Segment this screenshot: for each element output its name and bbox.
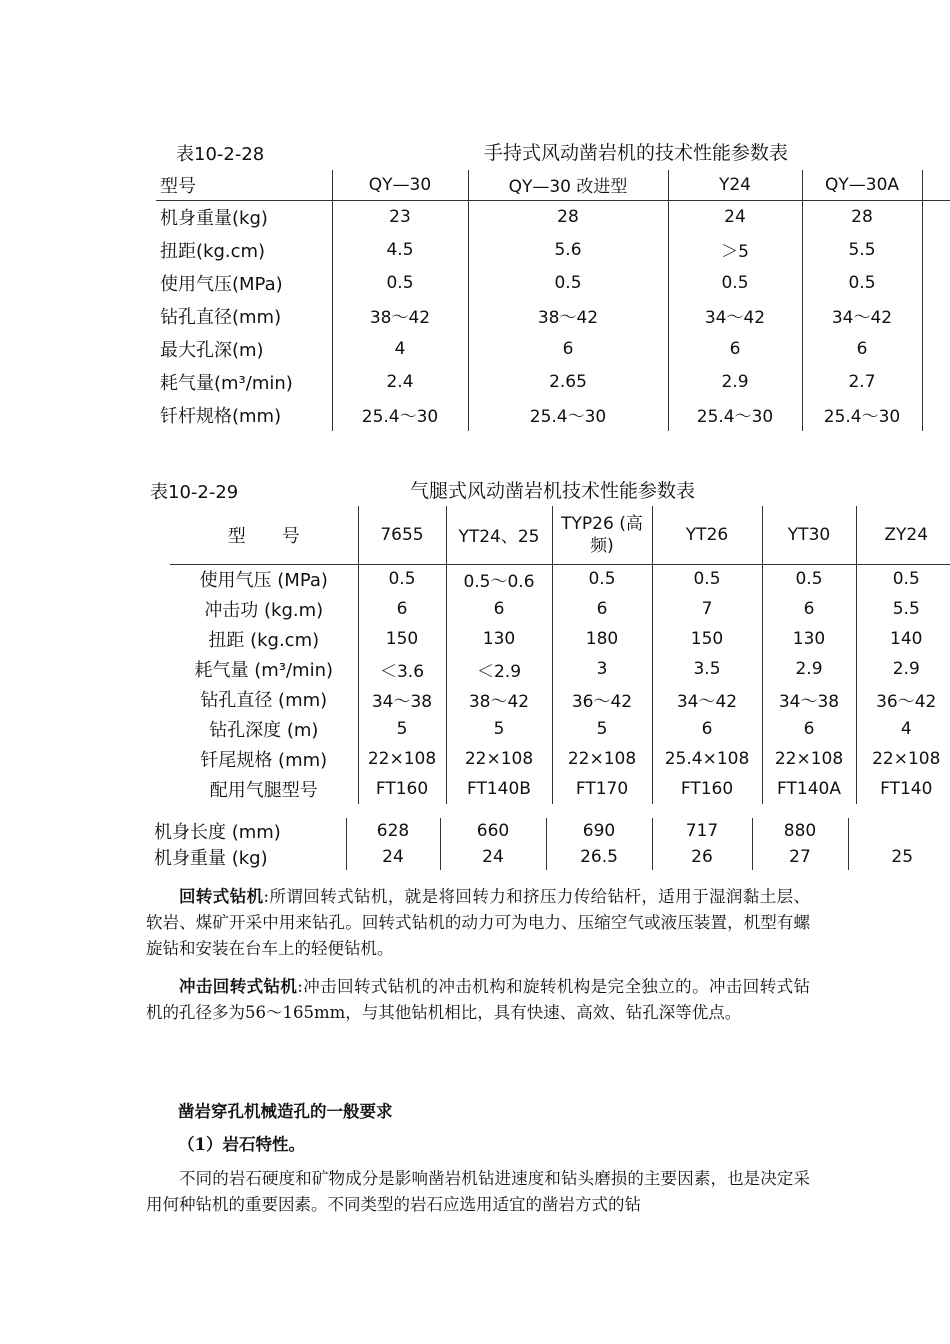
- table-row: [156, 332, 950, 365]
- table-cell: 22×108: [358, 744, 446, 774]
- header-cell: ZY24: [856, 506, 950, 564]
- table-cell: 38～42: [468, 299, 668, 332]
- table-row: [170, 714, 950, 744]
- table-row: [156, 398, 950, 431]
- table-cell: 0.5: [802, 266, 922, 299]
- table-cell: 5: [552, 714, 652, 744]
- table-cell: 180: [552, 624, 652, 654]
- table-cell: 23: [332, 200, 468, 233]
- cut-off-cell: [922, 233, 950, 266]
- table-cell: 27: [752, 844, 848, 870]
- table-cell: 24: [668, 200, 802, 233]
- table-cell: 22×108: [552, 744, 652, 774]
- table-cell: 6: [668, 332, 802, 365]
- table-cell: 2.9: [856, 654, 950, 684]
- table-cell: 690: [546, 818, 652, 844]
- table-cell: 26.5: [546, 844, 652, 870]
- table-cell: 3: [552, 654, 652, 684]
- table-cell: 6: [446, 594, 552, 624]
- row-label-cell: 机身重量 (kg): [154, 848, 268, 869]
- row-label-cell: 耗气量(m³/min): [160, 372, 293, 394]
- cut-off-cell: [922, 332, 950, 365]
- table-cell: 140: [856, 624, 950, 654]
- cut-off-cell: [922, 200, 950, 233]
- table-cell: 5.6: [468, 233, 668, 266]
- table-cell: FT160: [652, 774, 762, 804]
- table-row: [156, 233, 950, 266]
- header-cell: QY—30: [332, 170, 468, 200]
- row-label-cell: 钎尾规格 (mm): [200, 750, 328, 771]
- table-cell: 28: [802, 200, 922, 233]
- table-cell: 22×108: [762, 744, 856, 774]
- row-label-cell: 耗气量 (m³/min): [194, 660, 334, 681]
- table-row: [156, 266, 950, 299]
- table1: [156, 170, 950, 431]
- table-cell: 880: [752, 818, 848, 844]
- table-cell: FT160: [358, 774, 446, 804]
- table-header-row: [170, 506, 950, 564]
- cut-off-cell: [922, 299, 950, 332]
- table3: [150, 818, 950, 870]
- header-cell: 7655: [358, 506, 446, 564]
- table-cell: 6: [358, 594, 446, 624]
- header-cell: YT26: [652, 506, 762, 564]
- table-cell: 7: [652, 594, 762, 624]
- table-cell: 6: [762, 594, 856, 624]
- row-label-cell: 钎杆规格(mm): [160, 405, 282, 427]
- table-cell: 6: [552, 594, 652, 624]
- table-cell: 3.5: [652, 654, 762, 684]
- paragraph-impact: [146, 974, 810, 1026]
- row-label-cell: 配用气腿型号: [209, 780, 318, 801]
- table-cell: 0.5: [468, 266, 668, 299]
- table-row: [156, 200, 950, 233]
- table-cell: FT140A: [762, 774, 856, 804]
- table-row: [156, 365, 950, 398]
- table-cell: 4: [332, 332, 468, 365]
- table-cell: 38～42: [332, 299, 468, 332]
- table2-caption: 表10-2-29: [150, 482, 239, 503]
- table-cell: [848, 818, 950, 844]
- table2: [170, 506, 950, 804]
- table-cell: 25.4～30: [802, 398, 922, 431]
- table-cell: 2.9: [668, 365, 802, 398]
- table-cell: FT170: [552, 774, 652, 804]
- table-cell: 36～42: [552, 684, 652, 714]
- table-cell: 22×108: [446, 744, 552, 774]
- table-cell: FT140: [856, 774, 950, 804]
- cut-off-cell: [922, 365, 950, 398]
- sub-heading: （1）岩石特性。: [178, 1135, 305, 1154]
- table-row: [170, 774, 950, 804]
- table1-caption: 表10-2-28: [176, 144, 265, 165]
- cut-off-cell: [922, 266, 950, 299]
- header-label-cell: 型 号: [170, 506, 358, 564]
- table-cell: 5.5: [856, 594, 950, 624]
- table-cell: 25: [848, 844, 950, 870]
- table-cell: 0.5: [332, 266, 468, 299]
- row-label-cell: 钻孔深度 (m): [209, 720, 319, 741]
- table-cell: 5.5: [802, 233, 922, 266]
- table-cell: 24: [346, 844, 440, 870]
- header-cell: TYP26 (高频): [552, 506, 652, 564]
- header-cell: Y24: [668, 170, 802, 200]
- table-cell: 2.9: [762, 654, 856, 684]
- impact-term: 冲击回转式钻机: [179, 977, 298, 996]
- table-row: [170, 594, 950, 624]
- table-cell: 25.4～30: [668, 398, 802, 431]
- row-label-cell: 钻孔直径(mm): [160, 306, 282, 328]
- row-label-cell: 钻孔直径 (mm): [200, 690, 328, 711]
- row-label-cell: 机身长度 (mm): [154, 822, 281, 843]
- table-cell: 34～38: [358, 684, 446, 714]
- table-cell: 0.5: [856, 564, 950, 594]
- row-label-cell: 扭距(kg.cm): [160, 240, 266, 262]
- table-cell: 6: [652, 714, 762, 744]
- table-cell: 25.4×108: [652, 744, 762, 774]
- table1-title: 手持式风动凿岩机的技术性能参数表: [484, 142, 789, 164]
- table-cell: 130: [762, 624, 856, 654]
- table-cell: 717: [652, 818, 752, 844]
- table-cell: 2.7: [802, 365, 922, 398]
- table-header-row: [156, 170, 950, 200]
- table-row: [150, 844, 950, 870]
- header-cell: QY—30A: [802, 170, 922, 200]
- row-label-cell: 扭距 (kg.cm): [208, 630, 320, 651]
- impact-text: :冲击回转式钻机的冲击机构和旋转机构是完全独立的。冲击回转式钻机的孔径多为56～165mm，与其他钻机相比，具有快速、高效、钻孔深等优点。: [146, 977, 810, 1022]
- table-cell: 25.4～30: [468, 398, 668, 431]
- table-cell: 0.5: [668, 266, 802, 299]
- header-cell: YT24、25: [446, 506, 552, 564]
- table-row: [170, 624, 950, 654]
- header-cell: QY—30 改进型: [468, 170, 668, 200]
- table-row: [170, 654, 950, 684]
- table-cell: 0.5: [762, 564, 856, 594]
- row-label-cell: 使用气压(MPa): [160, 273, 283, 295]
- table-row: [150, 818, 950, 844]
- table-cell: 6: [468, 332, 668, 365]
- table-cell: 2.65: [468, 365, 668, 398]
- paragraph-rotary: [146, 884, 810, 962]
- table-cell: 0.5～0.6: [446, 564, 552, 594]
- table-cell: 5: [446, 714, 552, 744]
- table-cell: 24: [440, 844, 546, 870]
- cut-off-cell: [922, 398, 950, 431]
- table-cell: 38～42: [446, 684, 552, 714]
- table-cell: 22×108: [856, 744, 950, 774]
- header-cell: YT30: [762, 506, 856, 564]
- row-label-cell: 最大孔深(m): [160, 339, 264, 361]
- table-cell: ＜3.6: [358, 654, 446, 684]
- table-row: [156, 299, 950, 332]
- table-cell: ＜2.9: [446, 654, 552, 684]
- table-row: [170, 744, 950, 774]
- table-cell: 0.5: [652, 564, 762, 594]
- cut-off-cell: [922, 170, 950, 200]
- table-cell: 2.4: [332, 365, 468, 398]
- table-cell: 34～42: [652, 684, 762, 714]
- table-row: [170, 564, 950, 594]
- table-cell: 36～42: [856, 684, 950, 714]
- table-cell: 130: [446, 624, 552, 654]
- row-label-cell: 使用气压 (MPa): [199, 570, 328, 592]
- header-label-cell: 型号: [156, 170, 332, 200]
- table-cell: 4.5: [332, 233, 468, 266]
- row-label-cell: 机身重量(kg): [160, 207, 268, 229]
- table-cell: 34～42: [802, 299, 922, 332]
- table-cell: ＞5: [668, 233, 802, 266]
- table-cell: 6: [762, 714, 856, 744]
- table-cell: 4: [856, 714, 950, 744]
- table-cell: 26: [652, 844, 752, 870]
- table-row: [170, 684, 950, 714]
- table-cell: 0.5: [358, 564, 446, 594]
- table-cell: FT140B: [446, 774, 552, 804]
- table-cell: 150: [652, 624, 762, 654]
- table-cell: 628: [346, 818, 440, 844]
- table-cell: 660: [440, 818, 546, 844]
- table2-title: 气腿式风动凿岩机技术性能参数表: [410, 480, 696, 502]
- table-cell: 28: [468, 200, 668, 233]
- table-cell: 5: [358, 714, 446, 744]
- row-label-cell: 冲击功 (kg.m): [204, 600, 324, 621]
- paragraph-rock: 不同的岩石硬度和矿物成分是影响凿岩机钻进速度和钻头磨损的主要因素，也是决定采用何种钻机的重要因素。不同类型的岩石应选用适宜的凿岩方式的钻: [146, 1169, 810, 1214]
- table-cell: 0.5: [552, 564, 652, 594]
- rotary-text: :所谓回转式钻机，就是将回转力和挤压力传给钻杆，适用于湿润黏土层、软岩、煤矿开采中用来钻孔。回转式钻机的动力可为电力、压缩空气或液压装置，机型有螺旋钻和安装在台车上的轻便钻机。: [146, 887, 811, 958]
- table-cell: 6: [802, 332, 922, 365]
- table-cell: 34～42: [668, 299, 802, 332]
- rotary-term: 回转式钻机: [179, 887, 264, 906]
- table-cell: 25.4～30: [332, 398, 468, 431]
- table-cell: 150: [358, 624, 446, 654]
- table-cell: 34～38: [762, 684, 856, 714]
- section-heading: 凿岩穿孔机械造孔的一般要求: [178, 1102, 393, 1121]
